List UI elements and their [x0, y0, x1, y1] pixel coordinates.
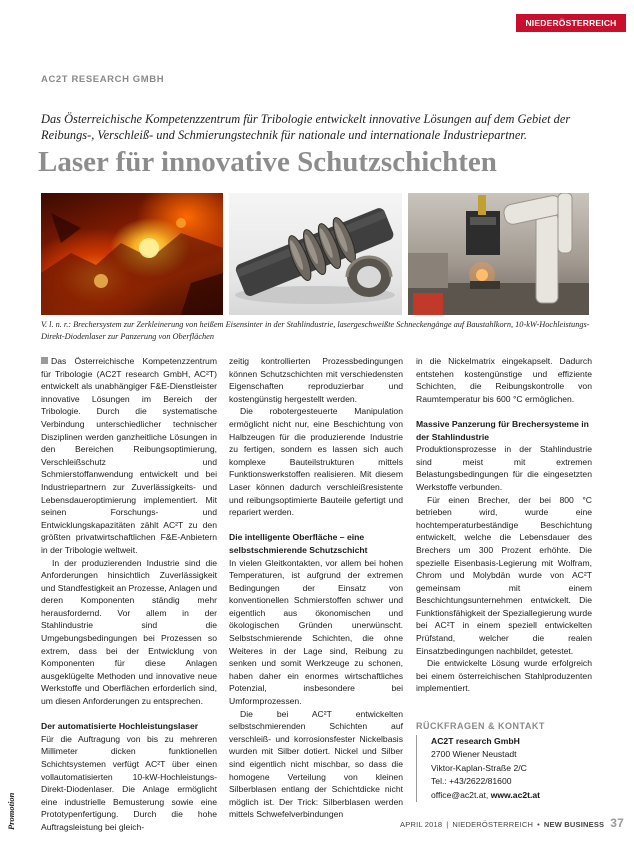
footer-date: APRIL 2018 — [400, 820, 443, 829]
molten-sinter-illustration — [41, 193, 223, 315]
page-footer — [400, 816, 624, 830]
column-3-paragraph-1: in die Nickelmatrix eingekapselt. Dadurch entstehen kostengünstige und effiziente Schichten, die Reibungskontrolle von Raumtemperatur bis 600 °C ermöglichen. — [416, 356, 592, 404]
column-2-paragraph-3: In vielen Gleitkontakten, vor allem bei hohen Temperaturen, ist aufgrund der extremen Bedingungen der Einsatz von konventionellen Schmierstoffen schwer und eigentlich aus ökonomischen und ökologischen Gründen unerwünscht. Selbstschmierende Schichten, die ohne Weiteres in der Lage sind, Reibung zu senken und somit Werkzeuge zu schonen, haben daher ein enormes wirtschaftliches Potenzial, insbesondere bei Umformprozessen. — [229, 557, 403, 707]
column-1-paragraph-1 — [41, 355, 217, 557]
contact-phone: Tel.: +43/2622/81600 — [431, 776, 512, 787]
footer-bullet: • — [537, 820, 540, 829]
photo-caption: V. l. n. r.: Brechersystem zur Zerkleinerung von heißem Eisensinter in der Stahlindustrie, lasergeschweißte Schneckengänge auf Baustahlkorn, 10-kW-Hochleistungs-Direkt-Diodenlaser zur Panzerung von Oberflächen — [41, 320, 590, 341]
contact-box — [416, 719, 606, 802]
contact-street: Viktor-Kaplan-Straße 2/C — [431, 762, 527, 773]
paragraph-start-square-icon — [41, 357, 48, 364]
contact-details — [416, 735, 606, 802]
column-1-paragraph-3: Für die Auftragung von bis zu mehreren Millimeter dicken funktionellen Schichtsystemen verfügt AC²T über einen vollautomatisierten 10-kW-Hochleistungs-Direkt-Diodenlaser. Die Anlage ermöglicht eine industrielle Bemusterung sowie eine Prototypenfertigung. Durch die hohe Auftragsleistung bei gleich- — [41, 733, 217, 832]
article-column-3 — [416, 355, 592, 695]
contact-city: 2700 Wiener Neustadt — [431, 749, 517, 760]
photo-crusher-system — [41, 193, 223, 315]
article-column-1 — [41, 355, 217, 834]
laser-robot-illustration — [408, 193, 589, 315]
intro-text: Das Österreichische Kompetenzzentrum für Tribologie (AC2T research GmbH, AC²T) entwickelt als unabhängiger F&E-Dienstleister innovative Lösungen im Bereich der Tribologie. Durch die systematische Verbindung unterschiedlicher technischer Disziplinen werden ganzheitliche Lösungen in den Bereichen Reibungsoptimierung, Verschleißschutz und Schmierstoffanwendung entwickelt und bei Industriepartnern zur Zuverlässigkeits- und Lebensdaueroptimierung implementiert. Mit seinen Forschungs- und Entwicklungskapazitäten zählt AC²T zu den größten privatwirtschaftlichen F&E-Anbietern in der Tribologie weltweit. — [41, 356, 217, 555]
column-2-paragraph-4: Die bei AC²T entwickelten selbstschmierenden Schichten auf verschleiß- und korrosionsfester Nickelbasis wurden mit Silber dotiert. Nickel und Silber sind eigentlich nicht mischbar, so dass die homogene Verteilung von kleinen Silberblasen entlang der Schichtdicke nicht möglich ist. Der Trick: Silberblasen werden mittels Schwefelverbindungen — [229, 708, 403, 820]
column-3-paragraph-2: Produktionsprozesse in der Stahlindustrie sind meist mit extremen Belastungsbedingungen für die eingesetzten Werkstoffe verbunden. — [416, 444, 592, 492]
contact-organization: AC2T research GmbH — [431, 736, 520, 746]
promotion-label: Promotion — [6, 792, 16, 830]
column-2-paragraph-1: zeitig kontrollierten Prozessbedingungen können Schutzschichten mit verschiedensten Eigenschaften reproduzierbar und kostengünstig hergestellt werden. — [229, 356, 403, 404]
contact-email-web — [431, 789, 606, 802]
contact-heading: RÜCKFRAGEN & KONTAKT — [416, 721, 545, 731]
subheading-intelligente-oberflaeche: Die intelligente Oberfläche – eine selbstschmierende Schutzschicht — [229, 532, 368, 555]
article-column-2 — [229, 355, 403, 821]
footer-section: NIEDERÖSTERREICH — [452, 820, 534, 829]
lead-paragraph: Das Österreichische Kompetenzzentrum für Tribologie entwickelt innovative Lösungen auf dem Gebiet der Reibungs-, Verschleiß- und Schmierungstechnik für nationale und internationale Industriepartner. — [41, 112, 571, 142]
footer-magazine: NEW BUSINESS — [543, 820, 605, 829]
region-tag: NIEDERÖSTERREICH — [516, 14, 626, 32]
column-3-paragraph-4: Die entwickelte Lösung wurde erfolgreich bei einem österreichischen Stahlproduzenten implementiert. — [416, 658, 592, 694]
article-title: Laser für innovative Schutzschichten — [38, 146, 497, 178]
subheading-hochleistungslaser: Der automatisierte Hochleistungslaser — [41, 721, 199, 732]
column-1-paragraph-2: In der produzierenden Industrie sind die Anforderungen hinsichtlich Zuverlässigkeit und Standfestigkeit an Prozesse, Anlagen und deren Komponenten ständig mehr herausfordernd. Vor allem in der Stahlindustrie sind die Umgebungsbedingungen bei Prozessen so extrem, dass bei der Entwicklung von Komponenten für diese Anlagen ausgeklügelte Methoden und innovative neue Werkstoffe und Oberflächen erforderlich sind, um diesen Anforderungen zu entsprechen. — [41, 557, 217, 707]
screw-conveyor-illustration — [229, 193, 402, 315]
footer-divider: | — [446, 820, 449, 829]
photo-diode-laser — [408, 193, 589, 315]
subheading-massive-panzerung: Massive Panzerung für Brechersysteme in der Stahlindustrie — [416, 418, 589, 442]
photo-screw-flights — [229, 193, 402, 315]
column-2-paragraph-2: Die robotergesteuerte Manipulation ermöglicht nicht nur, eine Beschichtung von Halbzeugen für die produzierende Industrie zu fertigen, sondern es lassen sich auch komplexe Bauteilstrukturen mittels Funktionswerkstoffen realisieren. Mit diesem Laser können dadurch verschleißresistente und reibungsoptimierte Bauteile gefertigt und repariert werden. — [229, 406, 403, 518]
contact-website-link[interactable]: www.ac2t.at — [490, 789, 541, 800]
company-kicker: AC2T RESEARCH GMBH — [41, 74, 165, 85]
column-3-paragraph-3: Für einen Brecher, der bei 800 °C betrieben wird, wurde eine hochtemperaturbeständige Beschichtung entwickelt, welche die Lebensdauer des Brechers um 300 Prozent erhöhte. Die spezielle Eisenbasis-Legierung mit Wolfram, Chrom und Molybdän wurde von AC²T gemeinsam mit einem Beschichtungsunternehmen entwickelt. Die Funktionsfähigkeit der Speziallegierung wurde bei AC²T in einem speziell entwickelten Prüfstand, welcher die realen Einsatzbedingungen nachbildet, getestet. — [416, 494, 592, 656]
page-number: 37 — [610, 816, 624, 830]
contact-email-link[interactable]: office@ac2t.at, — [431, 789, 489, 800]
